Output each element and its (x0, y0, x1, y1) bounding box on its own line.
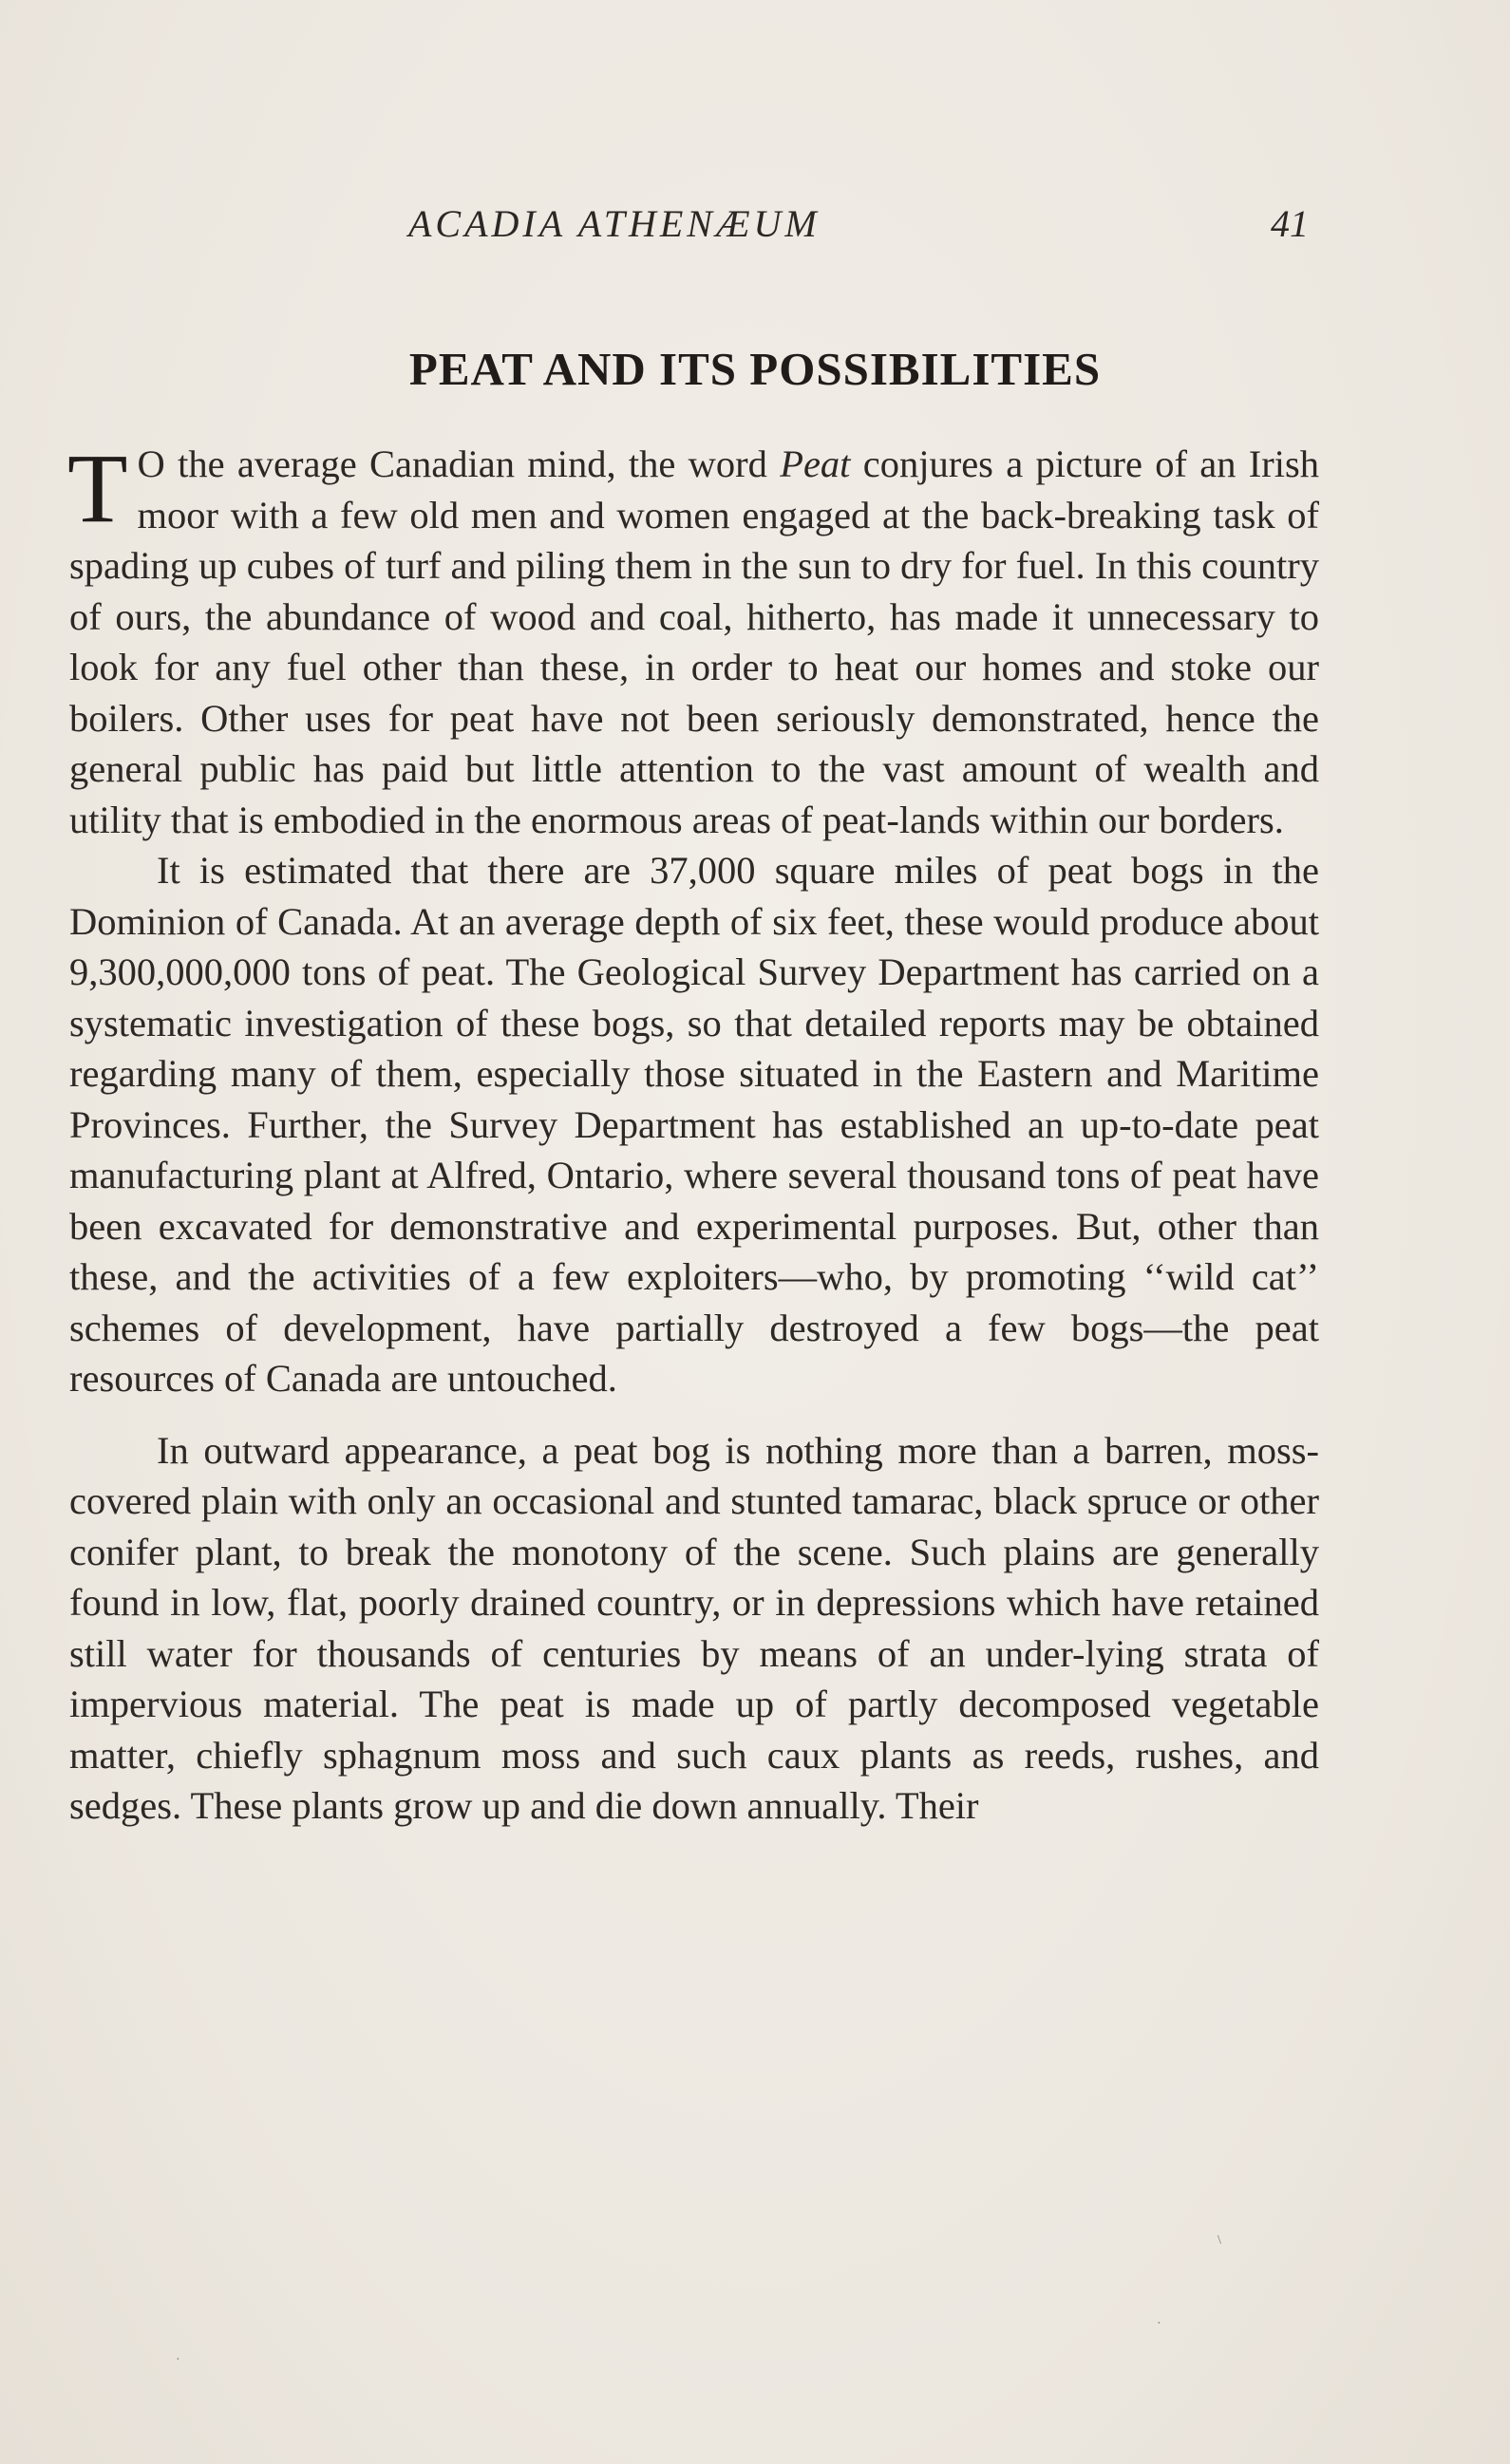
running-head: ACADIA ATHENÆUM (408, 202, 821, 245)
drop-cap: T (67, 434, 128, 543)
scan-speck: · (1157, 2317, 1161, 2331)
paragraph-1-text-rest: conjures a picture of an Irish moor with a few old men and women engaged at the back-breaking task of spading up cubes of turf and piling them in the sun to dry for fuel. In this country of ours, the abundance of wood and coal, hitherto, has made it unnecessary to look for any fuel other than these, in order to heat our homes and stoke our boilers. Other uses for peat have not been seriously demonstrated, hence the general public has paid but little attention to the vast amount of wealth and utility that is embodied in the enormous areas of peat-lands within our borders. (69, 442, 1320, 841)
scan-speck: · (176, 2353, 180, 2367)
paragraph-1-text-start: O the average Canadian mind, the word (137, 442, 781, 485)
scan-speck: \ (1217, 2233, 1221, 2248)
paragraph-1 (67, 434, 1320, 845)
page-number: 41 (1271, 202, 1309, 245)
article-body (67, 434, 1320, 1832)
paragraph-2: It is estimated that there are 37,000 square miles of peat bogs in the Dominion of Canada. At an average depth of six feet, these would produce about 9,300,000,000 tons of peat. The Geological Survey Department has carried on a systematic investigation of these bogs, so that detailed reports may be obtained regarding many of them, especially those situated in the Eastern and Maritime Provinces. Further, the Survey Department has established an up-to-date peat manufacturing plant at Alfred, Ontario, where several thousand tons of peat have been excavated for demonstrative and experimental purposes. But, other than these, and the activities of a few exploiters—who, by promoting ‘‘wild cat’’ schemes of development, have partially destroyed a few bogs—the peat resources of Canada are untouched. (69, 849, 1319, 1400)
italic-word-peat: Peat (780, 442, 851, 485)
article-title: PEAT AND ITS POSSIBILITIES (408, 343, 1102, 395)
paragraph-3: In outward appearance, a peat bog is nothing more than a barren, moss-covered plain with only an occasional and stunted tamarac, black spruce or other conifer plant, to break the monotony of the scene. Such plains are generally found in low, flat, poorly drained country, or in depressions which have retained still water for thousands of centuries by means of an under-lying strata of impervious material. The peat is made up of partly decomposed vegetable matter, chiefly sphagnum moss and such caux plants as reeds, rushes, and sedges. These plants grow up and die down annually. Their (69, 1428, 1319, 1827)
